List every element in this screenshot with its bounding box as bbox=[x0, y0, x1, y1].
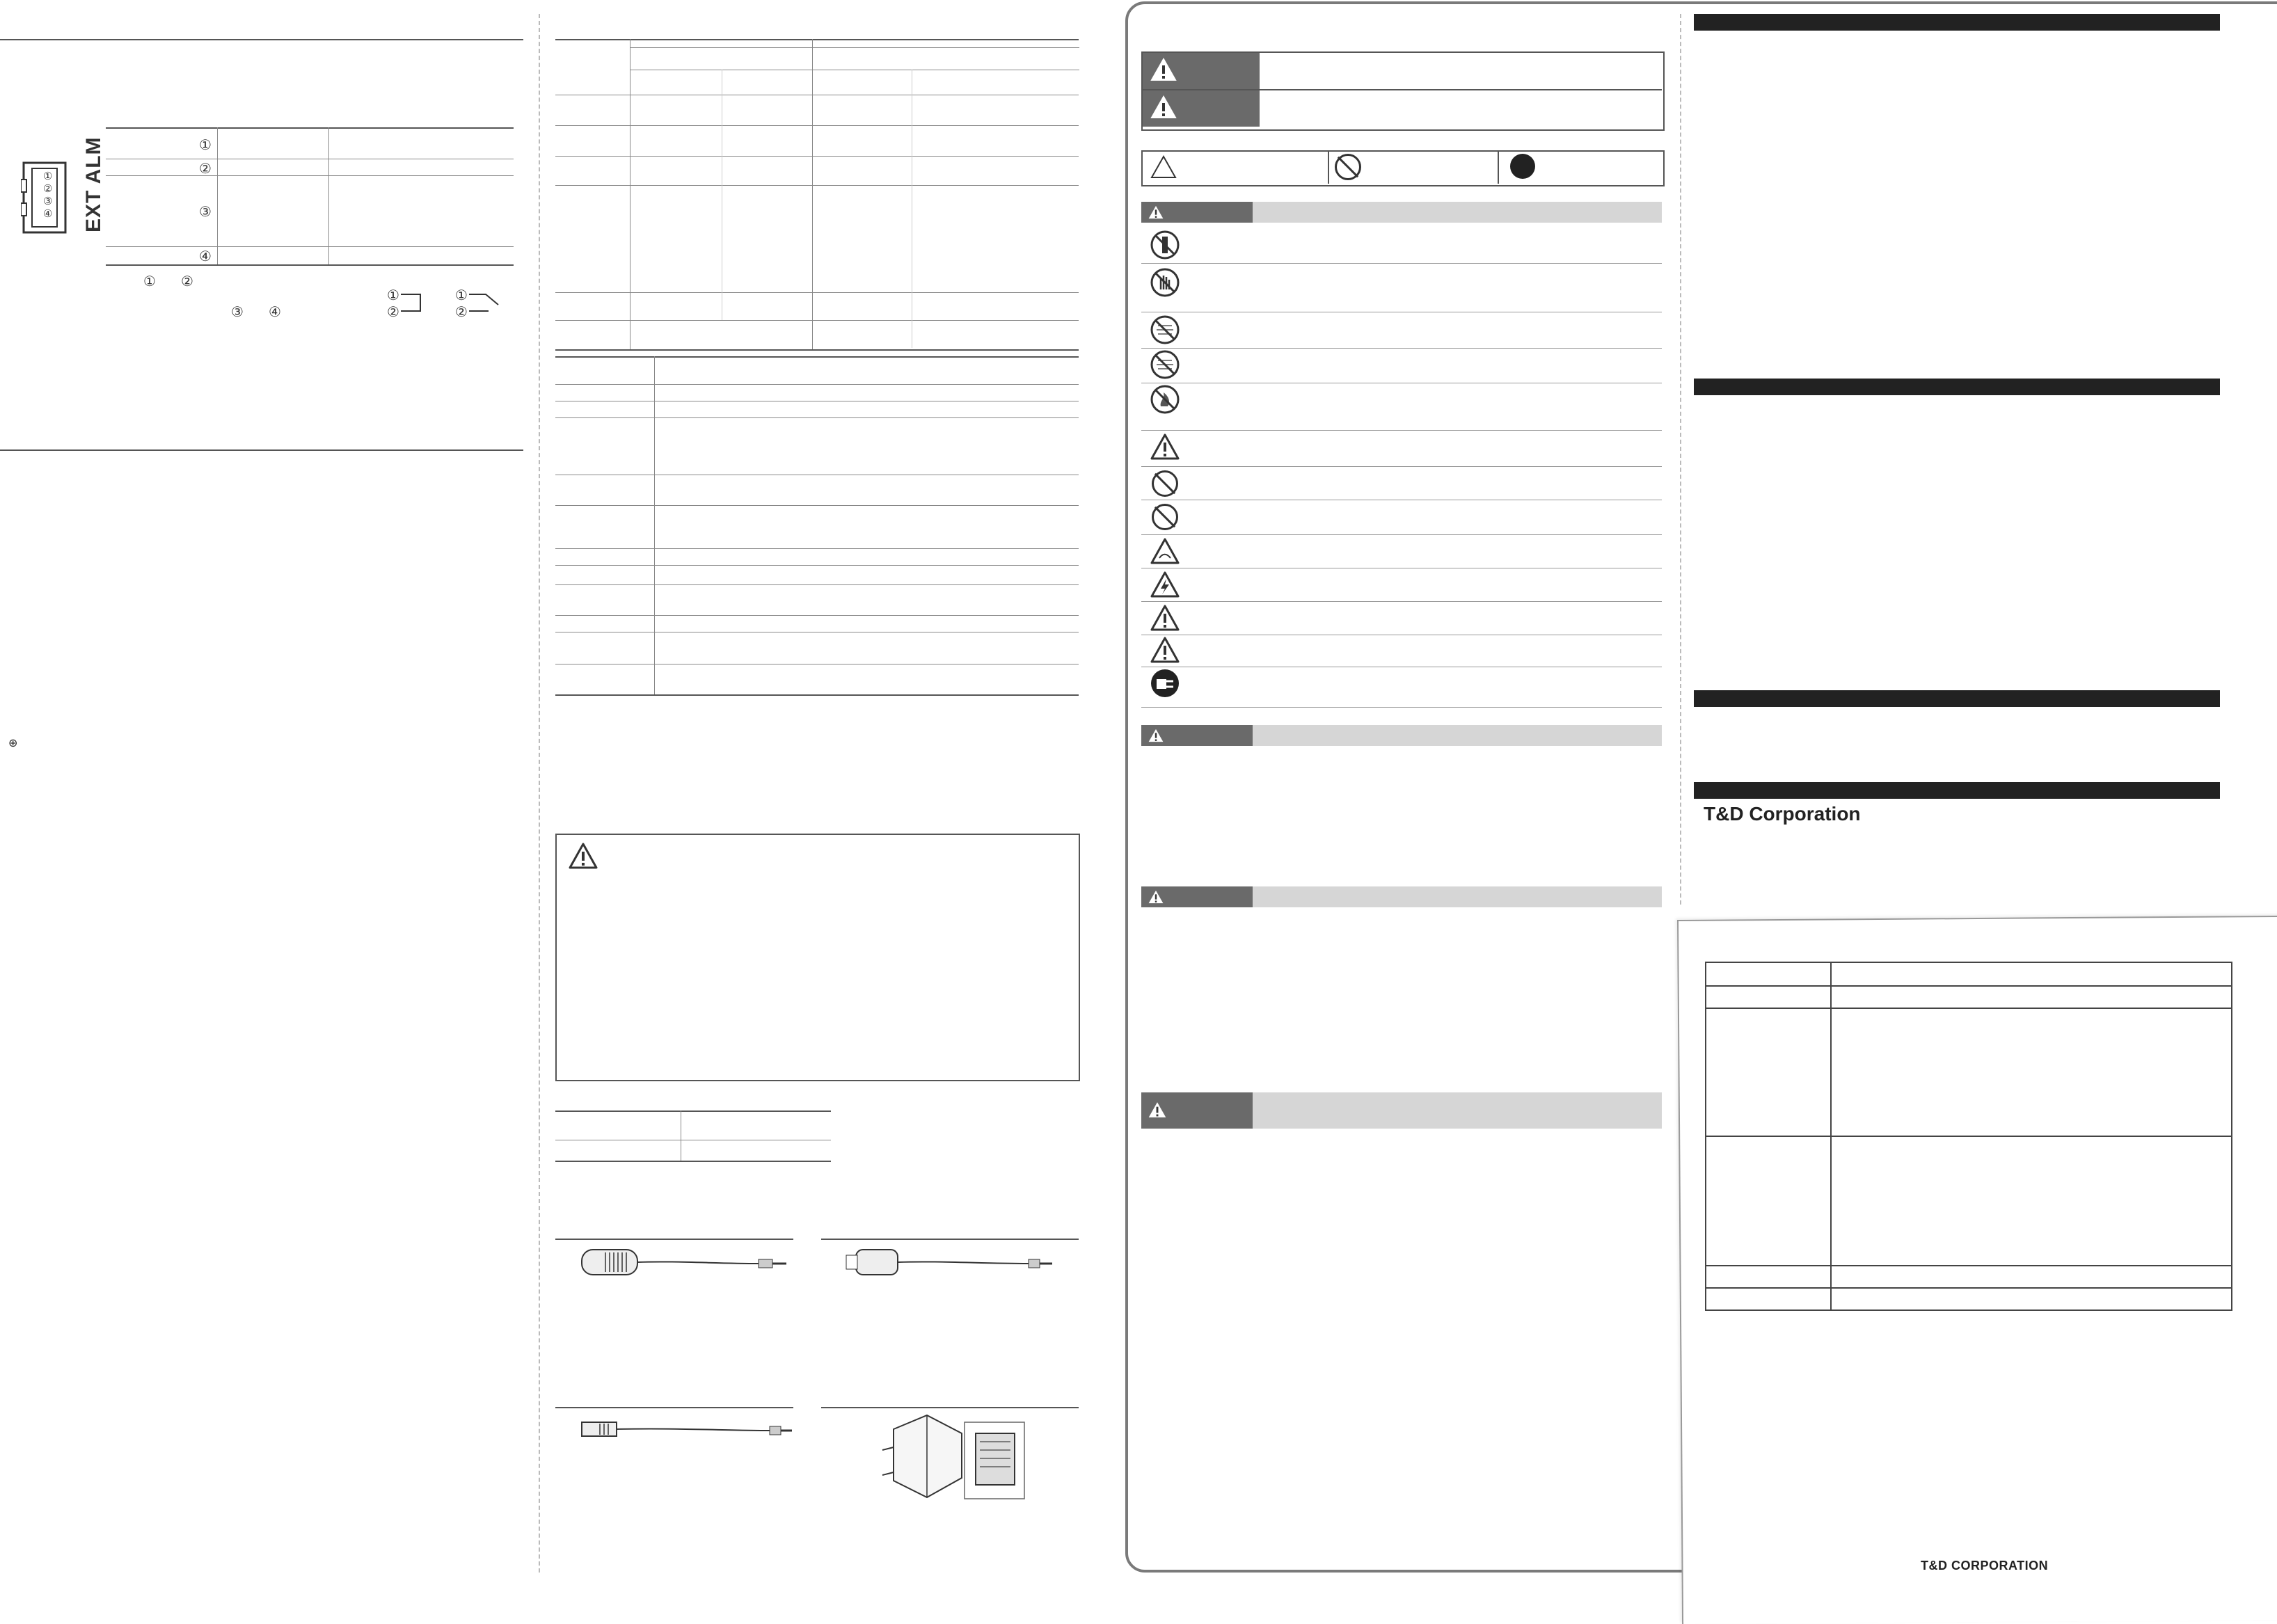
legend-divider bbox=[1498, 150, 1499, 184]
spec2-rule bbox=[555, 505, 1079, 506]
connector-pin-3: ③ bbox=[43, 196, 53, 207]
spec-table-rule bbox=[555, 292, 1079, 293]
warranty-row-rule bbox=[1705, 1008, 2232, 1009]
spec2-rule bbox=[555, 356, 1079, 358]
spec-table-divider bbox=[812, 39, 813, 349]
sensor-probe-image bbox=[578, 1243, 795, 1284]
spec2-rule bbox=[555, 615, 1079, 616]
pin-row-1: ① bbox=[199, 138, 212, 153]
small-table-rule bbox=[555, 1110, 831, 1112]
fold-line-3 bbox=[1680, 14, 1681, 905]
caution-general-icon bbox=[1150, 604, 1180, 632]
caution-warning-icon bbox=[568, 842, 598, 870]
spec2-rule bbox=[555, 417, 1079, 418]
prohibited-icon bbox=[1152, 470, 1178, 497]
danger-section-warning-icon bbox=[1147, 205, 1165, 220]
heat-caution-icon bbox=[1150, 537, 1180, 565]
spec2-rule bbox=[555, 694, 1079, 696]
caution-box bbox=[555, 834, 1080, 1081]
no-touch-icon bbox=[1150, 267, 1180, 298]
connector-pin-4: ④ bbox=[43, 208, 53, 220]
danger-warning-icon bbox=[1150, 57, 1177, 82]
notice-section-bar bbox=[1141, 1092, 1662, 1129]
spec-table-rule bbox=[630, 47, 1079, 48]
no-fire-icon bbox=[1150, 384, 1180, 415]
warning-section-icon bbox=[1147, 728, 1165, 743]
warranty-divider bbox=[1830, 962, 1832, 1311]
connector-pin-1: ① bbox=[43, 170, 53, 182]
legend-divider bbox=[1328, 150, 1329, 184]
panel1-section-rule bbox=[0, 449, 523, 451]
section-header-bar-3 bbox=[1694, 690, 2220, 707]
pin-row-3: ③ bbox=[199, 205, 212, 220]
spec-table-rule bbox=[555, 320, 1079, 321]
danger-row-rule bbox=[1141, 348, 1662, 349]
spec-table-rule bbox=[555, 125, 1079, 126]
note-pin-2: ② bbox=[181, 274, 193, 289]
no-disassemble-icon bbox=[1150, 230, 1180, 260]
panel2-top-rule bbox=[555, 39, 1079, 40]
ext-alm-label: EXT ALM bbox=[82, 136, 105, 232]
accessory-rule bbox=[821, 1239, 1079, 1240]
spec-table-rule bbox=[555, 156, 1079, 157]
unplug-icon bbox=[1150, 668, 1180, 699]
spec2-divider bbox=[654, 356, 655, 694]
pin-table-rule bbox=[106, 175, 514, 176]
sensor-probe-alt-image bbox=[842, 1243, 1059, 1284]
signal-word-rule bbox=[1143, 89, 1662, 90]
switch-closed-icon bbox=[399, 291, 425, 316]
no-wet-hands-icon bbox=[1150, 349, 1180, 380]
spec2-rule bbox=[555, 548, 1079, 549]
extension-cable-image bbox=[575, 1415, 798, 1443]
connector-pin-2: ② bbox=[43, 183, 53, 195]
accessory-rule bbox=[555, 1239, 793, 1240]
switch-closed-pin-1: ① bbox=[387, 288, 399, 303]
legend-warning-icon bbox=[1150, 154, 1177, 180]
company-logo: T&D CORPORATION bbox=[1921, 1559, 2049, 1573]
note-pin-3: ③ bbox=[231, 305, 244, 320]
pin-table-rule-bottom bbox=[106, 264, 514, 266]
caution-section-bar bbox=[1141, 886, 1662, 907]
wall-mount-bracket-image bbox=[878, 1408, 1031, 1503]
danger-row-rule bbox=[1141, 466, 1662, 467]
small-symbol: ⊕ bbox=[8, 738, 18, 749]
warning-section-bar bbox=[1141, 725, 1662, 746]
caution-section-icon bbox=[1147, 889, 1165, 905]
warranty-row-rule bbox=[1705, 985, 2232, 987]
switch-open-pin-1: ① bbox=[455, 288, 468, 303]
pin-row-4: ④ bbox=[199, 249, 212, 264]
symbol-legend-box bbox=[1141, 150, 1665, 186]
section-header-bar-4 bbox=[1694, 782, 2220, 799]
section-header-bar-2 bbox=[1694, 379, 2220, 395]
pin-row-2: ② bbox=[199, 161, 212, 177]
section-header-bar-1 bbox=[1694, 14, 2220, 31]
note-pin-4: ④ bbox=[269, 305, 281, 320]
danger-row-rule bbox=[1141, 534, 1662, 535]
pin-table-rule bbox=[106, 246, 514, 247]
legend-prohibited-icon bbox=[1335, 154, 1361, 180]
spec-table-rule bbox=[555, 185, 1079, 186]
spec2-rule bbox=[555, 584, 1079, 585]
danger-row-rule bbox=[1141, 430, 1662, 431]
spec2-rule bbox=[555, 565, 1079, 566]
legend-mandatory-icon bbox=[1510, 154, 1535, 179]
notice-section-icon bbox=[1147, 1101, 1168, 1119]
no-water-icon bbox=[1150, 315, 1180, 345]
warranty-row-rule bbox=[1705, 1136, 2232, 1137]
pin-table-rule-top bbox=[106, 127, 514, 129]
switch-open-pin-2: ② bbox=[455, 305, 468, 320]
danger-row-rule bbox=[1141, 263, 1662, 264]
danger-row-rule bbox=[1141, 707, 1662, 708]
warranty-row-rule bbox=[1705, 1287, 2232, 1289]
switch-closed-pin-2: ② bbox=[387, 305, 399, 320]
electric-shock-icon bbox=[1150, 571, 1180, 598]
warranty-row-rule bbox=[1705, 1265, 2232, 1266]
prohibited-icon bbox=[1152, 504, 1178, 530]
note-pin-1: ① bbox=[143, 274, 156, 289]
fold-line-1 bbox=[539, 14, 540, 1573]
pin-table-divider bbox=[328, 127, 329, 264]
company-name: T&D Corporation bbox=[1704, 803, 1861, 825]
danger-section-bar bbox=[1141, 202, 1662, 223]
spec2-rule bbox=[555, 384, 1079, 385]
pin-table-divider bbox=[217, 127, 218, 264]
caution-general-icon bbox=[1150, 433, 1180, 461]
caution-general-icon bbox=[1150, 636, 1180, 664]
switch-open-icon bbox=[468, 291, 507, 316]
accessory-rule bbox=[555, 1407, 793, 1408]
danger-row-rule bbox=[1141, 601, 1662, 602]
warning-warning-icon bbox=[1150, 95, 1177, 120]
panel1-top-rule bbox=[0, 39, 523, 40]
small-table-rule bbox=[555, 1161, 831, 1162]
spec-table-rule bbox=[555, 349, 1079, 351]
